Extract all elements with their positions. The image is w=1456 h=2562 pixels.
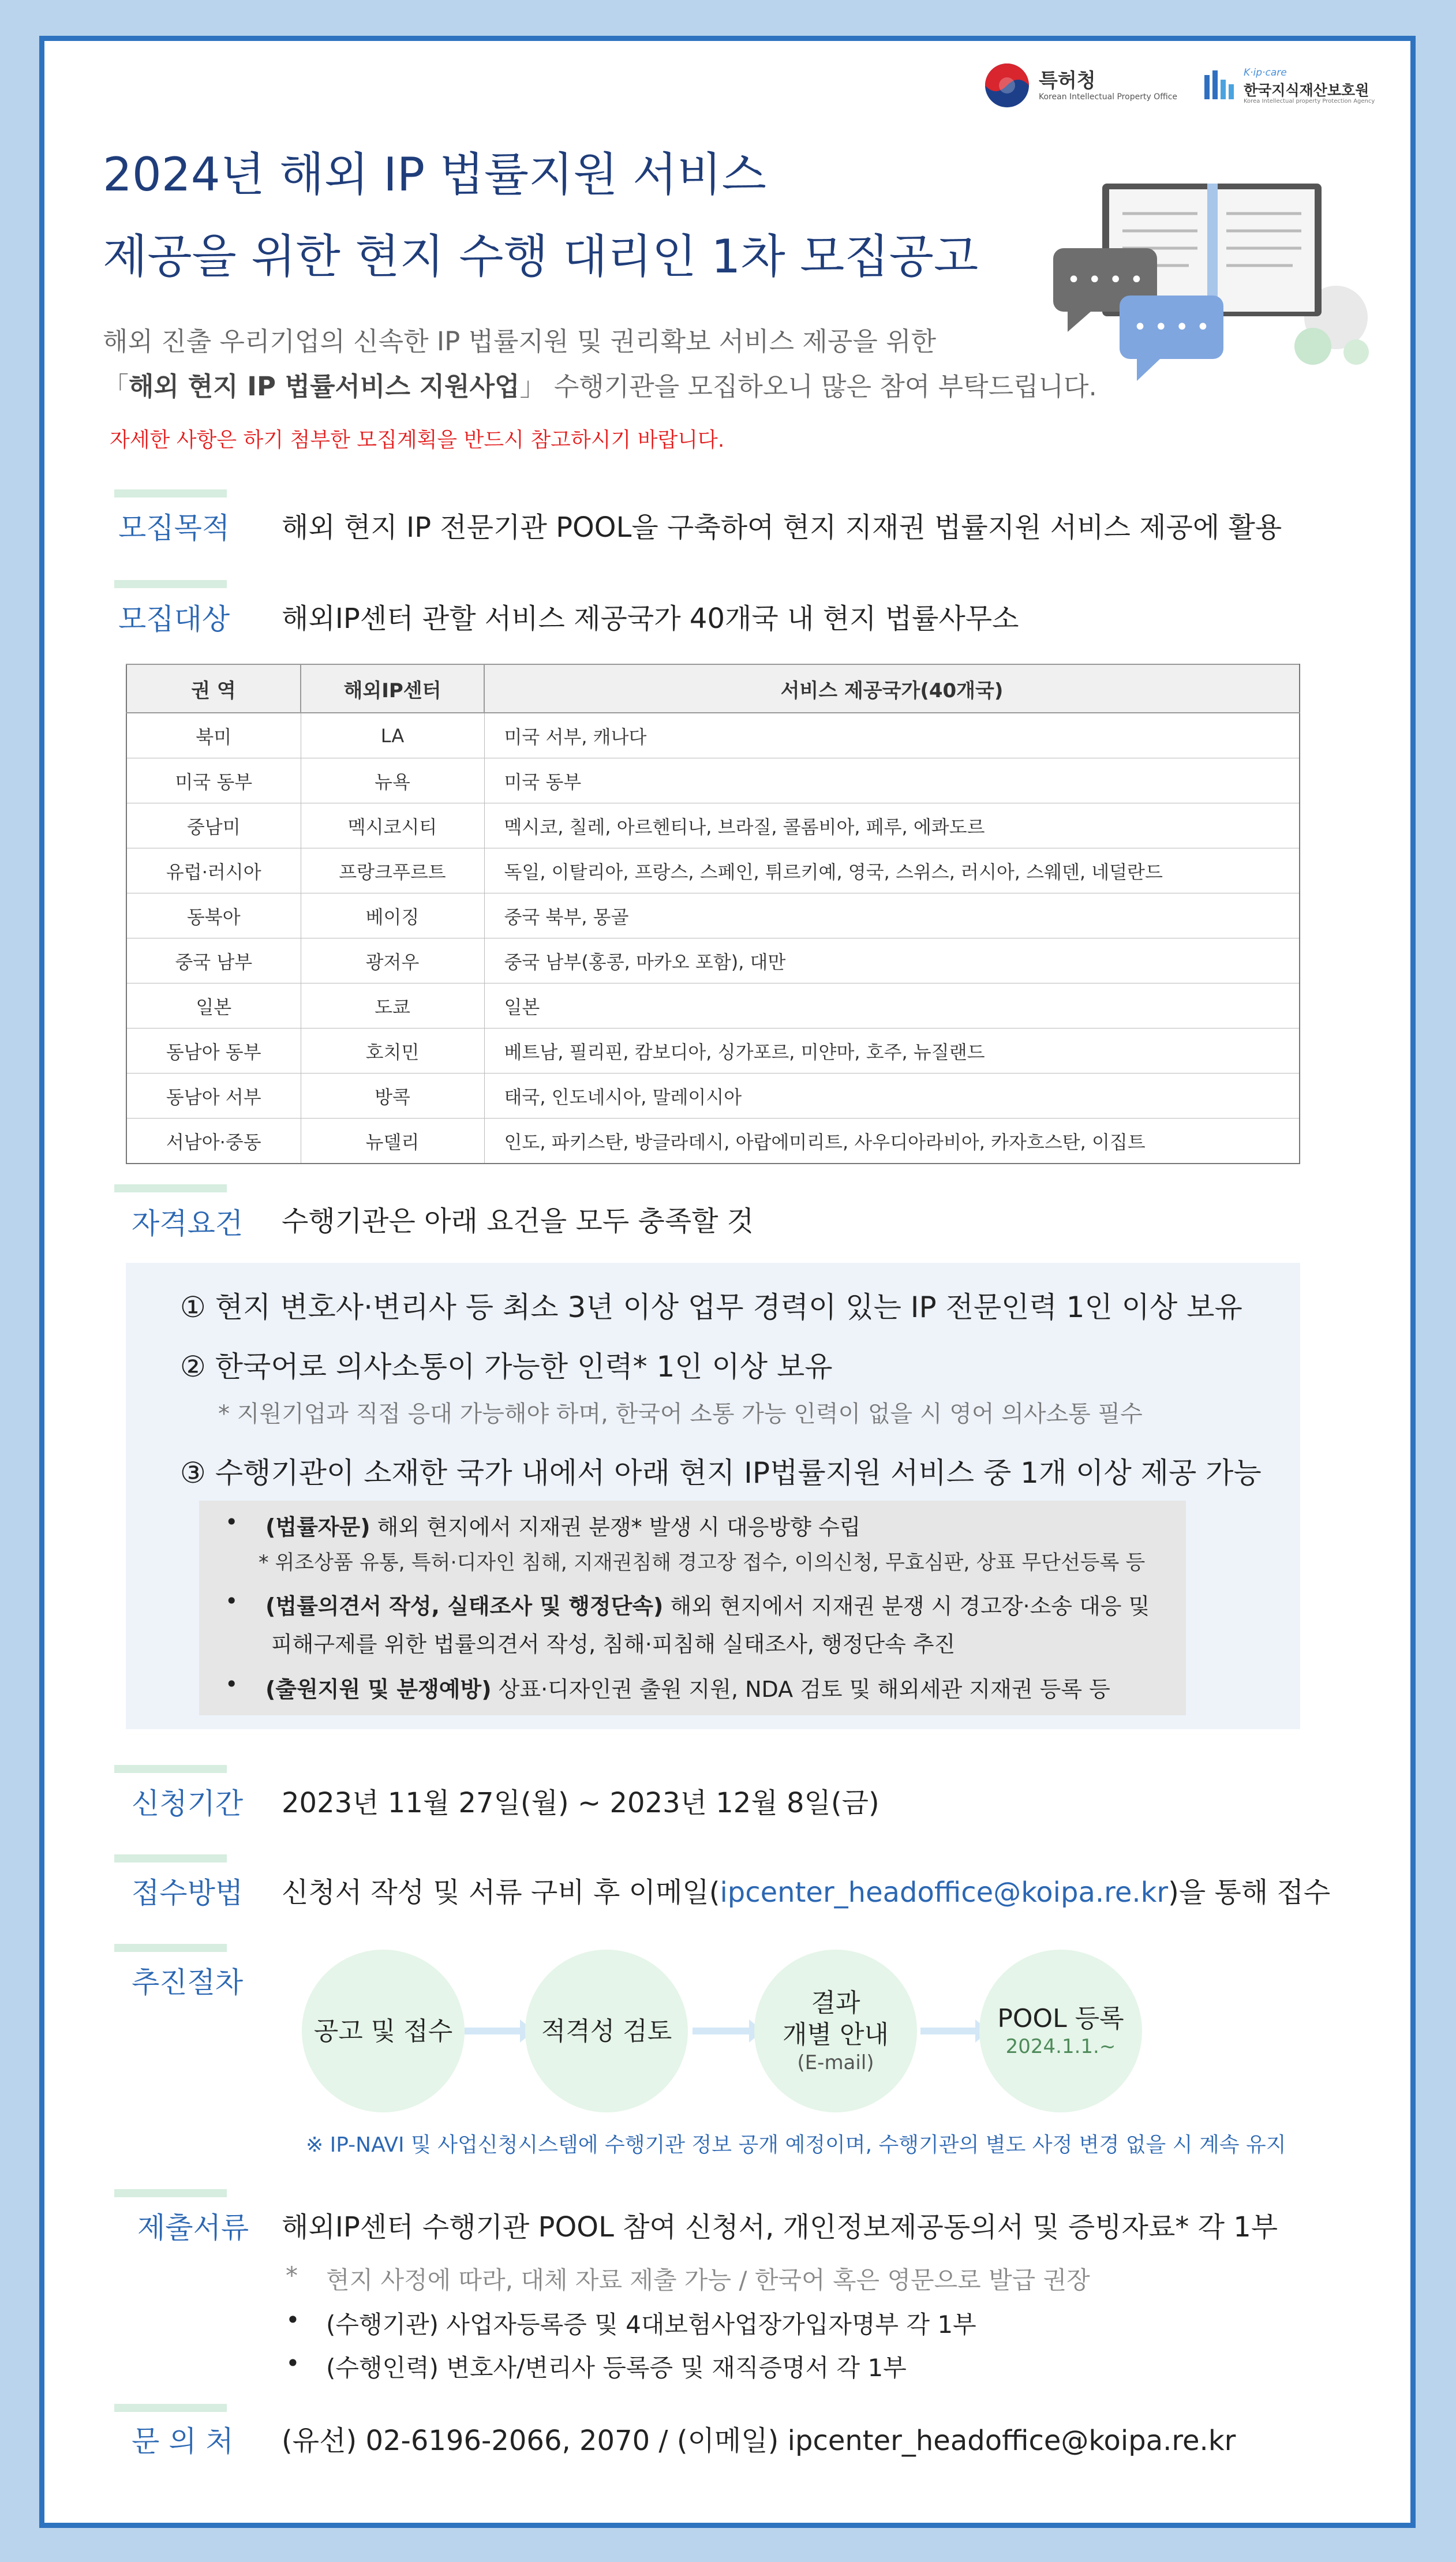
center-cell: 도쿄 [301, 983, 484, 1028]
koipa-brand-tag: K·ip·care [1244, 67, 1287, 78]
contact-label: 문 의 처 [132, 2425, 234, 2458]
region-cell: 서남아·중동 [126, 1119, 301, 1164]
service-legal-advice-title: (법률자문) [265, 1514, 370, 1540]
intro-line1: 해외 진출 우리기업의 신속한 IP 법률지원 및 권리확보 서비스 제공을 위한 [103, 326, 937, 357]
center-cell: 뉴욕 [301, 758, 484, 803]
region-cell: 유럽·러시아 [126, 848, 301, 893]
region-cell: 동남아 서부 [126, 1074, 301, 1119]
documents-text: 해외IP센터 수행기관 POOL 참여 신청서, 개인정보제공동의서 및 증빙자료* 각 1부 [282, 2211, 1278, 2243]
method-text-pre: 신청서 작성 및 서류 구비 후 이메일( [282, 1876, 720, 1909]
center-cell: LA [301, 713, 484, 758]
service-filing-title: (출원지원 및 분쟁예방) [265, 1677, 492, 1702]
process-label: 추진절차 [132, 1966, 244, 1999]
target-text: 해외IP센터 관할 서비스 제공국가 40개국 내 현지 법률사무소 [282, 603, 1019, 635]
step-label: 결과 [811, 1988, 860, 2018]
process-step-announce [302, 1950, 465, 2112]
countries-cell: 인도, 파키스탄, 방글라데시, 아랍에미리트, 사우디아라비아, 카자흐스탄, 이집트 [484, 1119, 1300, 1164]
table-row [126, 713, 1300, 758]
region-cell: 미국 동부 [126, 758, 301, 803]
svg-text:• • • •: • • • • [1133, 314, 1210, 341]
countries-cell: 일본 [484, 983, 1300, 1028]
center-cell: 프랑크푸르트 [301, 848, 484, 893]
intro-program-name: 해외 현지 IP 법률서비스 지원사업 [129, 371, 520, 402]
service-opinion-investigation [265, 1588, 1150, 1620]
label-bar [114, 2189, 227, 2197]
process-step-notify [754, 1950, 917, 2112]
table-row [126, 1119, 1300, 1164]
table-header-row [126, 664, 1300, 713]
page-title-line2: 제공을 위한 현지 수행 대리인 1차 모집공고 [103, 230, 979, 283]
documents-bullet: • [286, 2349, 300, 2377]
method-label: 접수방법 [132, 1876, 244, 1910]
region-cell: 동남아 동부 [126, 1028, 301, 1074]
table-row [126, 893, 1300, 938]
process-step-pool [979, 1950, 1142, 2112]
process-arrow [465, 2028, 521, 2034]
process-note: ※ IP-NAVI 및 사업신청시스템에 수행기관 정보 공개 예정이며, 수행기관의 별도 사정 변경 없을 시 계속 유지 [306, 2133, 1286, 2157]
center-cell: 광저우 [301, 938, 484, 983]
table-row [126, 848, 1300, 893]
contact-text: (유선) 02-6196-2066, 2070 / (이메일) ipcenter_headoffice@koipa.re.kr [282, 2425, 1236, 2457]
countries-cell: 태국, 인도네시아, 말레이시아 [484, 1074, 1300, 1119]
kipo-english-name: Korean Intellectual Property Office [1039, 92, 1178, 102]
label-bar [114, 2404, 227, 2412]
table-row [126, 938, 1300, 983]
countries-cell: 독일, 이탈리아, 프랑스, 스페인, 튀르키예, 영국, 스위스, 러시아, 스웨덴, 네덜란드 [484, 848, 1300, 893]
service-opinion-text: 해외 현지에서 지재권 분쟁 시 경고장·소송 대응 및 [663, 1594, 1150, 1619]
label-bar [114, 489, 227, 498]
qualification-label: 자격요건 [132, 1207, 244, 1240]
svg-text:• • • •: • • • • [1066, 267, 1144, 293]
label-bar [114, 1854, 227, 1862]
documents-note-mark: * [286, 2261, 298, 2290]
countries-cell: 멕시코, 칠레, 아르헨티나, 브라질, 콜롬비아, 페루, 에콰도르 [484, 803, 1300, 848]
requirement-2: ② 한국어로 의사소통이 가능한 인력* 1인 이상 보유 [180, 1350, 833, 1383]
table-row [126, 983, 1300, 1028]
service-legal-advice-note: * 위조상품 유통, 특허·디자인 침해, 지재권침해 경고장 접수, 이의신청, 무효심판, 상표 무단선등록 등 [259, 1551, 1146, 1574]
documents-note: 현지 사정에 따라, 대체 자료 제출 가능 / 한국어 혹은 영문으로 발급 권장 [326, 2266, 1090, 2294]
table-header: 해외IP센터 [301, 664, 484, 713]
notice-text: 자세한 사항은 하기 첨부한 모집계획을 반드시 참고하시기 바랍니다. [110, 428, 725, 452]
service-bullet: • [225, 1671, 238, 1697]
purpose-label: 모집목적 [118, 511, 230, 545]
process-arrow [693, 2028, 750, 2034]
countries-cell: 베트남, 필리핀, 캄보디아, 싱가포르, 미얀마, 호주, 뉴질랜드 [484, 1028, 1300, 1074]
step-label: POOL 등록 [997, 2004, 1124, 2034]
koipa-logo-icon [1203, 68, 1235, 106]
table-header: 권 역 [126, 664, 301, 713]
intro-open-bracket: 「 [103, 371, 129, 402]
region-cell: 일본 [126, 983, 301, 1028]
step-date: 2024.1.1.~ [1005, 2035, 1116, 2059]
documents-bullet: • [286, 2306, 300, 2334]
service-bullet: • [225, 1509, 238, 1535]
countries-cell: 중국 남부(홍콩, 마카오 포함), 대만 [484, 938, 1300, 983]
table-row [126, 803, 1300, 848]
period-label: 신청기간 [132, 1787, 244, 1820]
intro-line2 [103, 365, 1097, 403]
table-row [126, 1074, 1300, 1119]
documents-item-1: (수행기관) 사업자등록증 및 4대보험사업장가입자명부 각 1부 [326, 2310, 976, 2339]
step-label: 개별 안내 [782, 2019, 889, 2049]
documents-label: 제출서류 [137, 2211, 249, 2245]
documents-item-2: (수행인력) 변호사/변리사 등록증 및 재직증명서 각 1부 [326, 2354, 907, 2382]
intro-line2-rest: 」 수행기관을 모집하오니 많은 참여 부탁드립니다. [519, 371, 1097, 402]
label-bar [114, 1765, 227, 1773]
service-filing-prevention [265, 1671, 1110, 1703]
step-label: 공고 및 접수 [313, 2016, 453, 2046]
method-text-post: )을 통해 접수 [1168, 1876, 1331, 1909]
countries-cell: 미국 동부 [484, 758, 1300, 803]
region-cell: 중국 남부 [126, 938, 301, 983]
region-cell: 북미 [126, 713, 301, 758]
service-legal-advice [265, 1509, 860, 1541]
region-cell: 동북아 [126, 893, 301, 938]
service-legal-advice-text: 해외 현지에서 지재권 분쟁* 발생 시 대응방향 수립 [370, 1514, 861, 1540]
label-bar [114, 1184, 227, 1192]
region-cell: 중남미 [126, 803, 301, 848]
service-opinion-title: (법률의견서 작성, 실태조사 및 행정단속) [265, 1594, 664, 1619]
page-title-line1: 2024년 해외 IP 법률지원 서비스 [103, 148, 766, 201]
table-row [126, 758, 1300, 803]
label-bar [114, 580, 227, 588]
service-filing-text: 상표·디자인권 출원 지원, NDA 검토 및 해외세관 지재권 등록 등 [491, 1677, 1110, 1702]
center-cell: 호치민 [301, 1028, 484, 1074]
period-text: 2023년 11월 27일(월) ~ 2023년 12월 8일(금) [282, 1787, 879, 1819]
kipo-name: 특허청 [1039, 69, 1096, 92]
process-arrow [920, 2028, 976, 2034]
kipo-emblem-icon [984, 62, 1030, 109]
requirement-1: ① 현지 변호사·변리사 등 최소 3년 이상 업무 경력이 있는 IP 전문인력 1인 이상 보유 [180, 1291, 1242, 1324]
method-email-link[interactable]: ipcenter_headoffice@koipa.re.kr [720, 1876, 1169, 1909]
service-opinion-text-line2: 피해구제를 위한 법률의견서 작성, 침해·피침해 실태조사, 행정단속 추진 [271, 1632, 956, 1657]
table-header: 서비스 제공국가(40개국) [484, 664, 1300, 713]
requirement-2-note: * 지원기업과 직접 응대 가능해야 하며, 한국어 소통 가능 인력이 없을 시 영어 의사소통 필수 [218, 1401, 1143, 1427]
method-text [282, 1870, 1330, 1910]
koipa-name: 한국지식재산보호원 [1244, 82, 1369, 99]
center-cell: 뉴델리 [301, 1119, 484, 1164]
target-label: 모집대상 [118, 603, 230, 636]
center-cell: 멕시코시티 [301, 803, 484, 848]
center-cell: 베이징 [301, 893, 484, 938]
center-cell: 방콕 [301, 1074, 484, 1119]
step-sublabel: (E-mail) [797, 2051, 874, 2074]
qualification-text: 수행기관은 아래 요건을 모두 충족할 것 [282, 1205, 754, 1237]
service-country-table [126, 664, 1300, 1164]
step-label: 적격성 검토 [541, 2016, 672, 2046]
book-chat-illustration [1045, 173, 1373, 392]
countries-cell: 중국 북부, 몽골 [484, 893, 1300, 938]
purpose-text: 해외 현지 IP 전문기관 POOL을 구축하여 현지 지재권 법률지원 서비스 제공에 활용 [282, 511, 1282, 544]
requirement-3: ③ 수행기관이 소재한 국가 내에서 아래 현지 IP법률지원 서비스 중 1개 이상 제공 가능 [180, 1456, 1262, 1490]
label-bar [114, 1944, 227, 1952]
koipa-english-name: Korea Intellectual property Protection Agency [1244, 98, 1375, 104]
countries-cell: 미국 서부, 캐나다 [484, 713, 1300, 758]
table-row [126, 1028, 1300, 1074]
service-bullet: • [225, 1588, 238, 1614]
process-step-review [525, 1950, 688, 2112]
